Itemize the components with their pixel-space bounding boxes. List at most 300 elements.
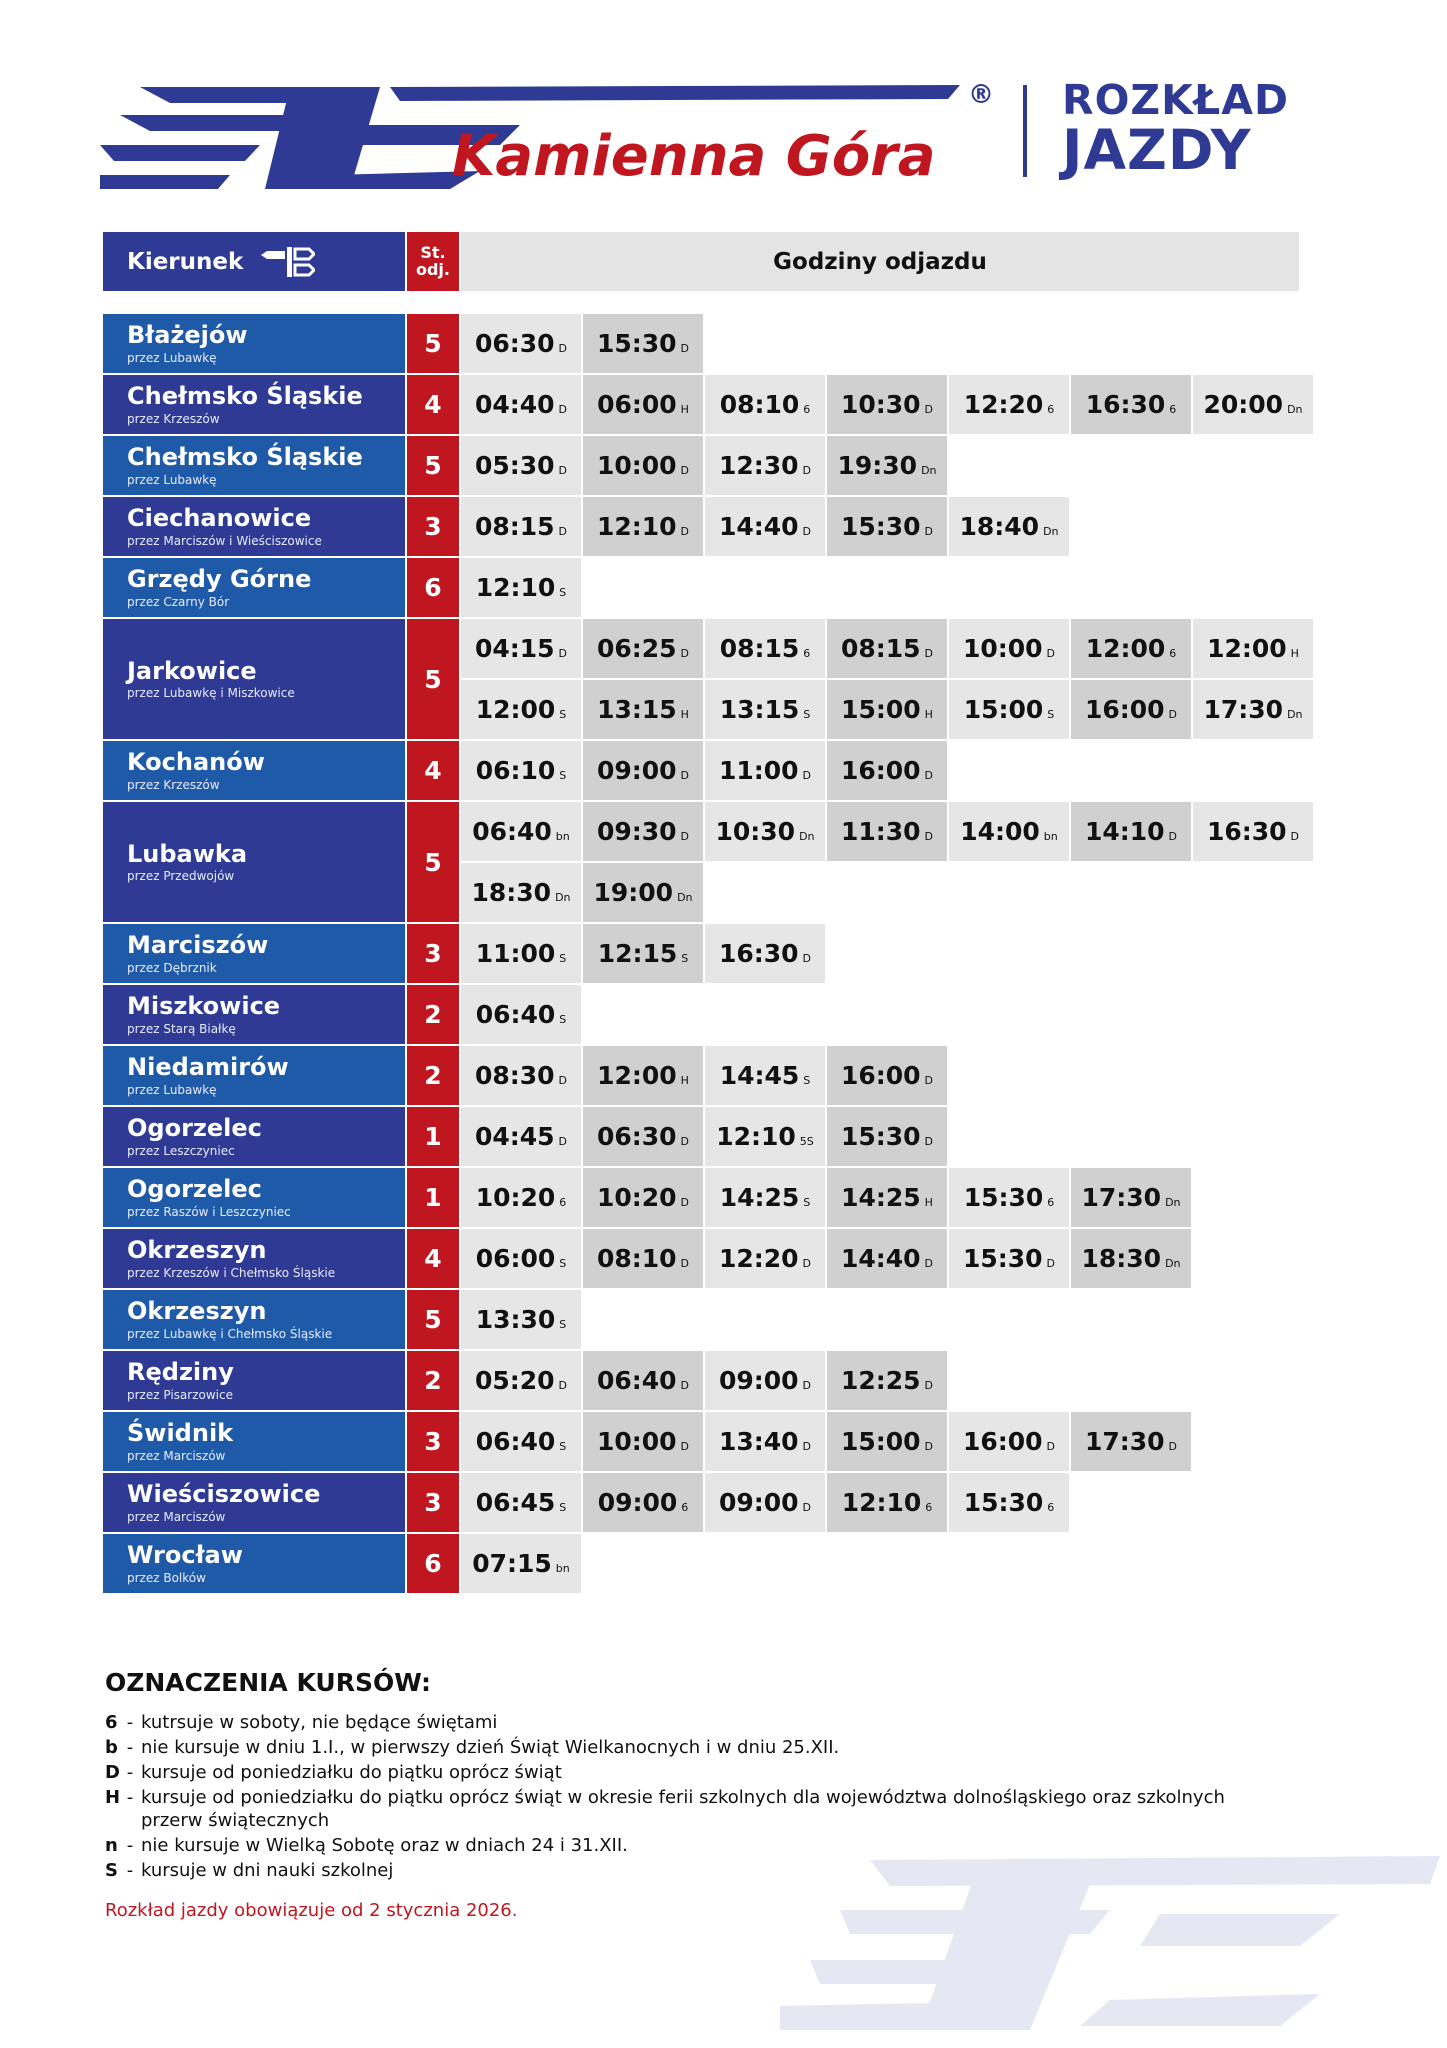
direction-cell	[103, 1046, 405, 1107]
departure-time	[705, 924, 825, 983]
departure-time	[827, 680, 947, 739]
legend-code: n	[105, 1835, 118, 1856]
table-row	[103, 497, 1323, 558]
departure-time	[461, 863, 581, 922]
time-value: 10:00	[596, 1427, 677, 1456]
departure-time	[583, 619, 703, 678]
direction-column-header	[103, 232, 405, 291]
direction-via: przez Przedwojów	[127, 869, 235, 883]
time-value: 14:00	[960, 817, 1040, 846]
course-mark: D	[558, 1074, 568, 1087]
time-value: 17:30	[1084, 1427, 1165, 1456]
hours-column-header: Godziny odjazdu	[461, 232, 1299, 291]
direction-name: Jarkowice	[127, 656, 257, 685]
departure-time	[949, 802, 1069, 861]
time-value: 17:30	[1203, 695, 1284, 724]
course-mark: Dn	[921, 464, 937, 477]
time-value: 12:00	[475, 695, 556, 724]
time-value: 11:30	[840, 817, 921, 846]
direction-cell	[103, 1229, 405, 1290]
time-value: 14:10	[1084, 817, 1165, 846]
course-mark: S	[559, 708, 567, 721]
course-mark: D	[680, 1379, 690, 1392]
direction-name: Chełmsko Śląskie	[127, 382, 363, 411]
departure-time	[583, 1351, 703, 1410]
departure-time	[461, 1412, 581, 1471]
course-mark: D	[680, 1257, 690, 1270]
direction-name: Miszkowice	[127, 992, 281, 1021]
time-value: 10:30	[840, 390, 921, 419]
time-value: 06:30	[596, 1122, 677, 1151]
direction-cell	[103, 1351, 405, 1412]
course-mark: D	[680, 830, 690, 843]
direction-cell	[103, 314, 405, 375]
departure-time	[705, 1412, 825, 1471]
departure-time	[705, 375, 825, 434]
direction-via: przez Leszczyniec	[127, 1143, 235, 1158]
direction-via: przez Marciszów	[127, 1509, 226, 1524]
legend-text: kursuje od poniedziałku do piątku oprócz świąt w okresie ferii szkolnych dla województwa dolnośląskiego oraz szkolnych przerw świątecznych	[141, 1787, 1225, 1831]
course-mark: 6	[925, 1501, 933, 1514]
direction-cell	[103, 497, 405, 558]
direction-cell	[103, 802, 405, 924]
course-mark: D	[558, 464, 568, 477]
course-mark: Dn	[1043, 525, 1059, 538]
time-value: 16:00	[840, 1061, 921, 1090]
course-mark: D	[1046, 1257, 1056, 1270]
departure-time	[461, 1351, 581, 1410]
course-mark: bn	[555, 1562, 570, 1575]
legend-text: kursuje w dni nauki szkolnej	[141, 1860, 394, 1881]
course-mark: H	[924, 708, 933, 721]
legend-item	[105, 1786, 1255, 1832]
direction-name: Świdnik	[127, 1419, 234, 1448]
direction-cell	[103, 1290, 405, 1351]
direction-via: przez Bolków	[127, 1570, 206, 1585]
table-row	[103, 802, 1323, 924]
time-value: 16:00	[840, 756, 921, 785]
course-mark: D	[802, 952, 812, 965]
departure-time	[705, 680, 825, 739]
legend-dash: -	[126, 1762, 134, 1783]
brand-name: Kamienna Góra	[452, 124, 936, 189]
time-value: 15:00	[963, 695, 1044, 724]
course-mark: D	[802, 1257, 812, 1270]
time-value: 09:00	[718, 1366, 799, 1395]
direction-name: Okrzeszyn	[127, 1236, 267, 1265]
departure-time	[461, 1473, 581, 1532]
direction-via: przez Lubawkę	[127, 1082, 217, 1097]
course-mark: D	[924, 1379, 934, 1392]
time-value: 05:20	[474, 1366, 555, 1395]
time-value: 07:15	[472, 1549, 552, 1578]
direction-via: przez Krzeszów	[127, 777, 220, 792]
stop-number: 1	[407, 1168, 459, 1229]
departure-time	[1193, 680, 1313, 739]
time-value: 11:00	[718, 756, 799, 785]
departure-time	[827, 802, 947, 861]
pks-logo	[100, 75, 1000, 195]
time-value: 08:15	[719, 634, 800, 663]
course-mark: H	[1290, 647, 1299, 660]
time-value: 16:00	[962, 1427, 1043, 1456]
departure-time	[1071, 1168, 1191, 1227]
time-value: 10:20	[596, 1183, 677, 1212]
direction-name: Grzędy Górne	[127, 565, 312, 594]
departure-time	[583, 1229, 703, 1288]
departure-time	[827, 1168, 947, 1227]
stop-number: 3	[407, 497, 459, 558]
direction-via: przez Lubawkę i Chełmsko Śląskie	[127, 1326, 333, 1341]
direction-name: Lubawka	[127, 839, 248, 868]
table-row	[103, 558, 1323, 619]
direction-cell	[103, 985, 405, 1046]
time-value: 08:10	[596, 1244, 677, 1273]
course-mark: bn	[1043, 830, 1058, 843]
time-value: 04:15	[474, 634, 555, 663]
course-mark: D	[802, 464, 812, 477]
stop-number: 5	[407, 802, 459, 924]
course-mark: D	[802, 769, 812, 782]
course-mark: Dn	[799, 830, 815, 843]
legend-dash: -	[126, 1787, 134, 1808]
direction-cell	[103, 436, 405, 497]
table-row	[103, 1046, 1323, 1107]
course-mark: D	[1168, 1440, 1178, 1453]
departure-time	[705, 802, 825, 861]
time-value: 06:40	[472, 817, 552, 846]
course-mark: D	[802, 1379, 812, 1392]
departure-time	[461, 680, 581, 739]
time-value: 14:25	[719, 1183, 800, 1212]
time-value: 12:10	[475, 573, 556, 602]
departure-time	[705, 741, 825, 800]
time-value: 06:40	[475, 1427, 556, 1456]
course-mark: D	[924, 1440, 934, 1453]
time-value: 15:30	[962, 1244, 1043, 1273]
direction-name: Kochanów	[127, 748, 265, 777]
direction-name: Błażejów	[127, 321, 248, 350]
departure-time	[705, 1351, 825, 1410]
course-mark: H	[924, 1196, 933, 1209]
time-value: 09:00	[718, 1488, 799, 1517]
time-value: 11:00	[475, 939, 556, 968]
course-mark: D	[680, 342, 690, 355]
stop-number: 3	[407, 1412, 459, 1473]
stop-column-header	[407, 232, 459, 291]
table-row	[103, 1473, 1323, 1534]
time-value: 06:40	[596, 1366, 677, 1395]
course-mark: S	[1047, 708, 1055, 721]
direction-header-label: Kierunek	[127, 248, 244, 275]
watermark-logo	[780, 1850, 1440, 2030]
course-mark: bn	[555, 830, 570, 843]
departure-time	[1071, 1229, 1191, 1288]
stop-number: 5	[407, 619, 459, 741]
course-mark: 6	[681, 1501, 689, 1514]
time-value: 18:30	[471, 878, 552, 907]
departure-time	[583, 1473, 703, 1532]
time-value: 13:15	[597, 695, 677, 724]
direction-name: Ogorzelec	[127, 1114, 262, 1143]
time-value: 08:10	[719, 390, 800, 419]
stop-number: 2	[407, 985, 459, 1046]
departure-time	[583, 924, 703, 983]
course-mark: Dn	[1165, 1196, 1181, 1209]
direction-via: przez Starą Białkę	[127, 1021, 236, 1036]
course-mark: S	[559, 769, 567, 782]
course-mark: D	[558, 647, 568, 660]
departure-time	[583, 314, 703, 373]
departure-time	[461, 985, 581, 1044]
table-row	[103, 1168, 1323, 1229]
departure-time	[461, 558, 581, 617]
time-value: 16:30	[718, 939, 799, 968]
time-value: 18:30	[1081, 1244, 1162, 1273]
time-value: 13:30	[475, 1305, 556, 1334]
time-value: 12:10	[841, 1488, 922, 1517]
course-mark: 6	[1047, 1196, 1055, 1209]
departure-time	[705, 497, 825, 556]
stop-number: 3	[407, 924, 459, 985]
legend-text: nie kursuje w dniu 1.I., w pierwszy dzień Świąt Wielkanocnych i w dniu 25.XII.	[141, 1737, 840, 1758]
direction-cell	[103, 1107, 405, 1168]
departure-time	[1071, 680, 1191, 739]
departure-time	[827, 375, 947, 434]
legend-item	[105, 1736, 1255, 1759]
time-value: 14:25	[841, 1183, 921, 1212]
time-value: 19:00	[593, 878, 674, 907]
time-value: 09:30	[596, 817, 677, 846]
table-row	[103, 375, 1323, 436]
table-row	[103, 1412, 1323, 1473]
time-value: 04:40	[474, 390, 555, 419]
departure-time	[583, 1046, 703, 1105]
departure-time	[583, 1168, 703, 1227]
time-value: 14:45	[719, 1061, 800, 1090]
legend-dash: -	[126, 1860, 134, 1881]
departure-time	[705, 436, 825, 495]
time-value: 15:30	[963, 1488, 1044, 1517]
course-mark: D	[680, 1135, 690, 1148]
time-value: 09:00	[596, 756, 677, 785]
title-line-1: ROZKŁAD	[1062, 76, 1290, 124]
course-mark: 6	[1047, 1501, 1055, 1514]
time-value: 20:00	[1203, 390, 1284, 419]
legend-dash: -	[126, 1737, 134, 1758]
departure-time	[583, 497, 703, 556]
direction-via: przez Marciszów i Wieściszowice	[127, 533, 322, 548]
time-value: 12:10	[596, 512, 677, 541]
course-mark: D	[924, 830, 934, 843]
signpost-icon	[259, 245, 315, 279]
time-value: 12:20	[718, 1244, 799, 1273]
course-mark: S	[803, 708, 811, 721]
table-row	[103, 985, 1323, 1046]
stop-number: 6	[407, 558, 459, 619]
stop-number: 2	[407, 1046, 459, 1107]
direction-cell	[103, 558, 405, 619]
table-row	[103, 1534, 1323, 1595]
course-mark: D	[924, 1135, 934, 1148]
direction-name: Wieściszowice	[127, 1480, 321, 1509]
course-mark: D	[802, 1501, 812, 1514]
departure-time	[461, 741, 581, 800]
course-mark: S	[559, 1257, 567, 1270]
direction-name: Ogorzelec	[127, 1175, 262, 1204]
departure-time	[461, 1168, 581, 1227]
departure-time	[949, 375, 1069, 434]
time-value: 09:00	[597, 1488, 678, 1517]
departure-time	[705, 1168, 825, 1227]
course-mark: H	[680, 708, 689, 721]
departure-time	[827, 1107, 947, 1166]
departure-time	[827, 619, 947, 678]
legend-item	[105, 1761, 1255, 1784]
page-title	[1062, 76, 1290, 182]
stop-number: 3	[407, 1473, 459, 1534]
departure-time	[705, 1473, 825, 1532]
direction-cell	[103, 741, 405, 802]
direction-via: przez Lubawkę i Miszkowice	[127, 686, 295, 700]
departure-time	[461, 802, 581, 861]
departure-time	[461, 497, 581, 556]
header-divider	[1023, 85, 1027, 177]
course-mark: Dn	[677, 891, 693, 904]
legend-code: H	[105, 1787, 121, 1808]
departure-time	[461, 436, 581, 495]
course-mark: H	[680, 1074, 689, 1087]
departure-time	[949, 497, 1069, 556]
time-value: 13:40	[718, 1427, 799, 1456]
time-value: 08:30	[474, 1061, 555, 1090]
departure-time	[583, 680, 703, 739]
departure-time	[1071, 375, 1191, 434]
departure-time	[949, 1412, 1069, 1471]
departure-time	[705, 619, 825, 678]
departure-time	[583, 741, 703, 800]
time-value: 10:00	[596, 451, 677, 480]
time-value: 19:30	[837, 451, 918, 480]
stop-header-line-1: St.	[420, 242, 446, 262]
direction-via: przez Raszów i Leszczyniec	[127, 1204, 291, 1219]
legend-text: kutrsuje w soboty, nie będące świętami	[141, 1712, 498, 1733]
time-value: 12:20	[963, 390, 1044, 419]
stop-number: 5	[407, 436, 459, 497]
time-value: 10:30	[715, 817, 796, 846]
direction-name: Wrocław	[127, 1541, 243, 1570]
departure-time	[461, 924, 581, 983]
time-value: 08:15	[474, 512, 555, 541]
time-value: 06:25	[596, 634, 677, 663]
departure-time	[583, 375, 703, 434]
course-mark: D	[1046, 647, 1056, 660]
direction-name: Marciszów	[127, 931, 269, 960]
time-value: 12:25	[840, 1366, 921, 1395]
time-value: 12:00	[1085, 634, 1166, 663]
course-mark: Dn	[555, 891, 571, 904]
course-mark: Dn	[1165, 1257, 1181, 1270]
direction-cell	[103, 375, 405, 436]
time-value: 14:40	[840, 1244, 921, 1273]
departure-time	[1193, 802, 1313, 861]
departure-time	[1193, 375, 1313, 434]
time-value: 15:30	[840, 1122, 921, 1151]
course-mark: D	[558, 1379, 568, 1392]
course-mark: D	[558, 342, 568, 355]
departure-time	[827, 497, 947, 556]
direction-via: przez Dębrznik	[127, 960, 217, 975]
course-mark: 6	[559, 1196, 567, 1209]
time-value: 15:30	[963, 1183, 1044, 1212]
time-value: 08:15	[840, 634, 921, 663]
direction-cell	[103, 924, 405, 985]
time-value: 18:40	[959, 512, 1040, 541]
course-mark: Dn	[1287, 708, 1303, 721]
course-mark: D	[558, 1135, 568, 1148]
legend-dash: -	[126, 1712, 134, 1733]
departure-time	[461, 1534, 581, 1593]
departure-time	[583, 436, 703, 495]
course-mark: D	[680, 1196, 690, 1209]
time-value: 17:30	[1081, 1183, 1162, 1212]
course-mark: S	[559, 1013, 567, 1026]
course-mark: S	[803, 1074, 811, 1087]
time-value: 16:00	[1084, 695, 1165, 724]
departure-time	[1071, 1412, 1191, 1471]
table-row	[103, 314, 1323, 375]
time-value: 15:00	[840, 1427, 921, 1456]
table-row	[103, 1290, 1323, 1351]
course-mark: S	[559, 1440, 567, 1453]
course-mark: S	[559, 1318, 567, 1331]
time-value: 12:00	[597, 1061, 677, 1090]
direction-via: przez Czarny Bór	[127, 594, 230, 609]
course-mark: Dn	[1287, 403, 1303, 416]
time-value: 14:40	[718, 512, 799, 541]
departure-time	[583, 1412, 703, 1471]
direction-cell	[103, 1473, 405, 1534]
time-value: 15:30	[596, 329, 677, 358]
departure-time	[461, 1046, 581, 1105]
departure-time	[705, 1229, 825, 1288]
direction-name: Rędziny	[127, 1358, 234, 1387]
direction-via: przez Lubawkę	[127, 472, 217, 487]
departure-time	[461, 1290, 581, 1349]
stop-number: 4	[407, 375, 459, 436]
time-value: 10:20	[475, 1183, 556, 1212]
course-mark: D	[558, 403, 568, 416]
direction-cell	[103, 1534, 405, 1595]
direction-via: przez Pisarzowice	[127, 1387, 233, 1402]
stop-number: 2	[407, 1351, 459, 1412]
title-line-2: JAZDY	[1062, 118, 1252, 182]
time-value: 15:00	[841, 695, 921, 724]
course-mark: D	[802, 1440, 812, 1453]
time-value: 16:30	[1206, 817, 1287, 846]
course-mark: 6	[1169, 403, 1177, 416]
time-value: 06:00	[475, 1244, 556, 1273]
course-mark: D	[1290, 830, 1300, 843]
course-mark: S	[681, 952, 689, 965]
direction-cell	[103, 1168, 405, 1229]
registered-mark: ®	[968, 80, 994, 110]
course-mark: D	[924, 403, 934, 416]
departure-time	[949, 680, 1069, 739]
course-mark: H	[680, 403, 689, 416]
course-mark: 5S	[799, 1135, 814, 1148]
time-value: 06:40	[475, 1000, 556, 1029]
